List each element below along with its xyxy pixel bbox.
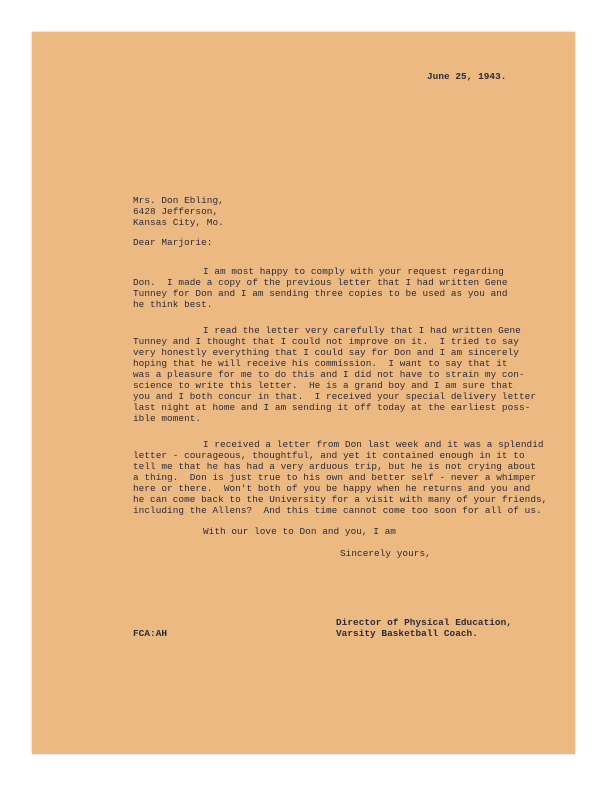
signer-title-line-2: Varsity Basketball Coach. [336,628,478,639]
address-line-2: 6428 Jefferson, [133,206,219,217]
p1-line-4: he think best. [133,299,213,310]
p2-line-1: I read the letter very carefully that I had written Gene [203,325,521,336]
p3-line-5: here or there. Won't both of you be happy when he returns and you and [133,483,531,494]
p2-line-5: was a pleasure for me to do this and I did not have to strain my con- [133,369,525,380]
p3-line-4: a thing. Don is just true to his own and better self - never a whimper [133,472,536,483]
p2-line-9: ible moment. [133,413,202,424]
p1-line-3: Tunney for Don and I am sending three copies to be used as you and [133,288,508,299]
p2-line-7: you and I both concur in that. I received your special delivery letter [133,391,536,402]
p2-line-2: Tunney and I thought that I could not improve on it. I tried to say [133,336,519,347]
letter-date: June 25, 1943. [427,71,507,82]
p2-line-8: last night at home and I am sending it off today at the earliest poss- [133,402,531,413]
p3-line-7: including the Allens? And this time cannot come too soon for all of us. [133,505,542,516]
p2-line-6: science to write this letter. He is a grand boy and I am sure that [133,380,514,391]
address-line-1: Mrs. Don Ebling, [133,195,224,206]
signer-title-line-1: Director of Physical Education, [336,617,512,628]
p3-line-6: he can come back to the University for a visit with many of your friends, [133,494,548,505]
p3-line-2: letter - courageous, thoughtful, and yet it contained enough in it to [133,450,525,461]
salutation: Dear Marjorie: [133,237,213,248]
p2-line-3: very honestly everything that I could say for Don and I am sincerely [133,347,519,358]
p2-line-4: hoping that he will receive his commission. I want to say that it [133,358,508,369]
p3-line-3: tell me that he has had a very arduous trip, but he is not crying about [133,461,536,472]
reference-initials: FCA:AH [133,628,168,639]
signoff: Sincerely yours, [340,548,431,559]
p1-line-2: Don. I made a copy of the previous letter that I had written Gene [133,277,508,288]
p3-line-1: I received a letter from Don last week and it was a splendid [203,439,544,450]
address-line-3: Kansas City, Mo. [133,217,224,228]
p1-line-1: I am most happy to comply with your request regarding [203,266,504,277]
closing-line: With our love to Don and you, I am [203,526,396,537]
